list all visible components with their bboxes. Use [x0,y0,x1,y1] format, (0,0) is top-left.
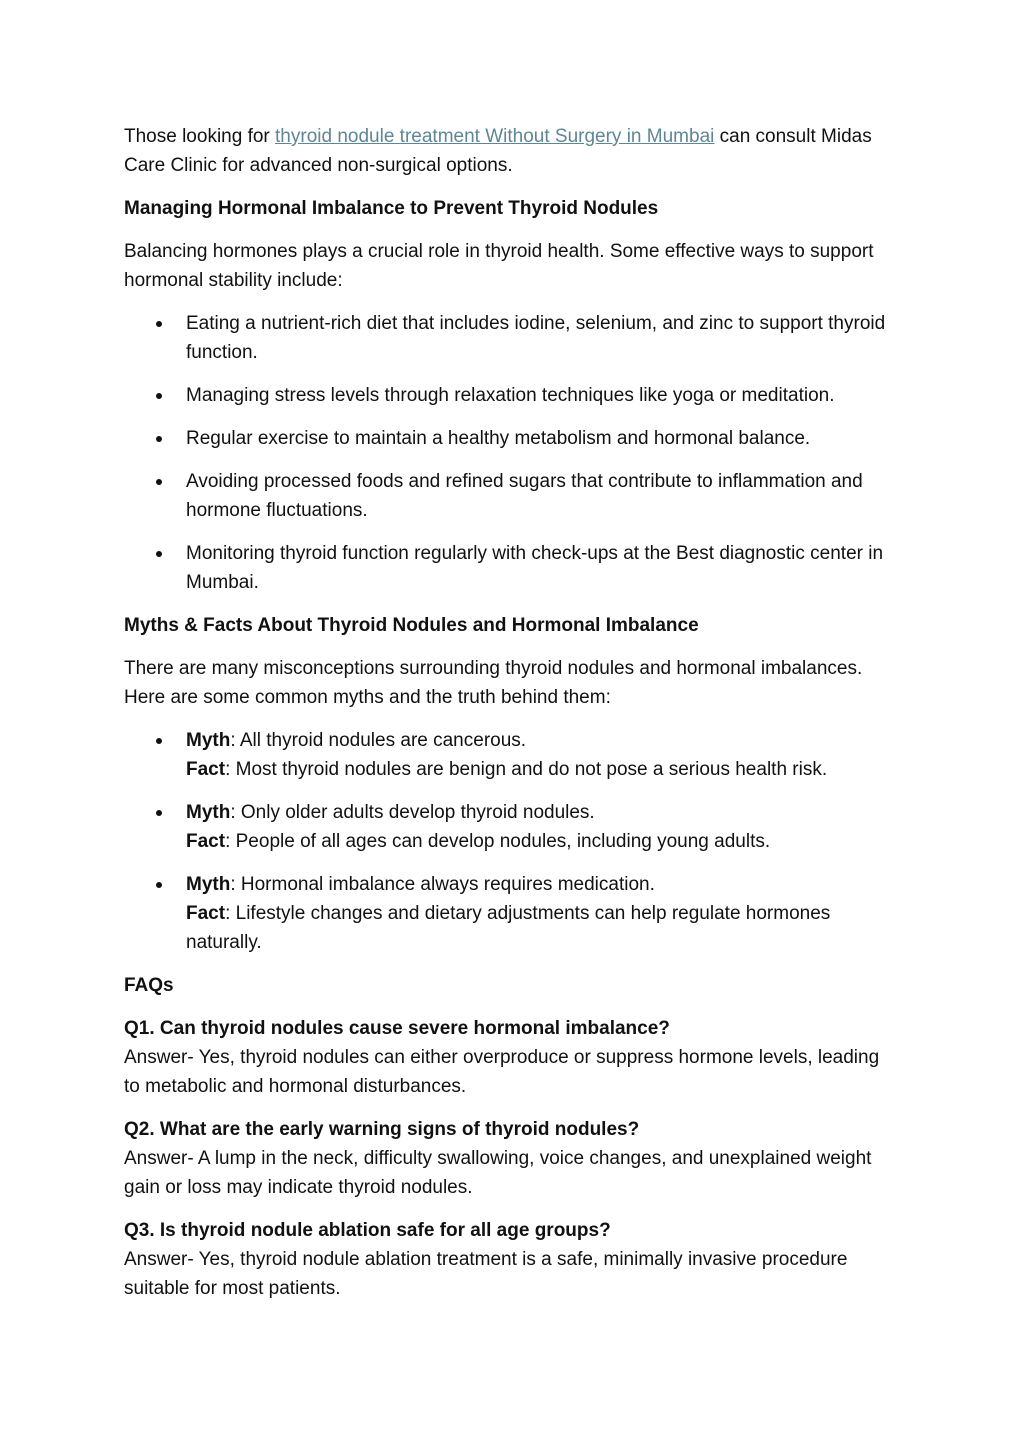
faq-item [124,1014,894,1101]
section-intro-hormonal: Balancing hormones plays a crucial role in thyroid health. Some effective ways to support hormonal stability include: [124,241,874,291]
list-item [124,381,894,410]
document-page [124,122,894,1317]
bullet-icon [156,479,162,485]
fact-label: Fact [186,903,226,924]
list-item-text: Avoiding processed foods and refined sugars that contribute to inflammation and hormone fluctuations. [186,471,863,521]
bullet-icon [156,810,162,816]
myth-text: : Only older adults develop thyroid nodules. [230,802,595,823]
myth-label: Myth [186,802,231,823]
faq-question: Q2. What are the early warning signs of thyroid nodules? [124,1119,640,1140]
myth-text: : Hormonal imbalance always requires medication. [230,874,655,895]
myth-line [186,726,894,755]
section-intro-myths: There are many misconceptions surrounding thyroid nodules and hormonal imbalances. Here are some common myths and the truth behind them: [124,658,863,708]
list-item-text: Regular exercise to maintain a healthy metabolism and hormonal balance. [186,428,811,449]
section-heading-hormonal-imbalance: Managing Hormonal Imbalance to Prevent Thyroid Nodules [124,198,659,219]
list-item-text: Monitoring thyroid function regularly with check-ups at the Best diagnostic center in Mumbai. [186,543,884,593]
section-heading-myths-facts: Myths & Facts About Thyroid Nodules and Hormonal Imbalance [124,615,699,636]
list-item-text: Managing stress levels through relaxation techniques like yoga or meditation. [186,385,835,406]
faq-question: Q3. Is thyroid nodule ablation safe for all age groups? [124,1220,611,1241]
myth-fact-item [124,870,894,957]
intro-text-before: Those looking for [124,126,276,147]
list-item-text: Eating a nutrient-rich diet that includes iodine, selenium, and zinc to support thyroid function. [186,313,886,363]
bullet-icon [156,738,162,744]
faqs-heading: FAQs [124,975,174,996]
myths-list [124,726,894,957]
faq-question: Q1. Can thyroid nodules cause severe hormonal imbalance? [124,1018,670,1039]
fact-line [186,827,894,856]
bullet-icon [156,393,162,399]
list-item [124,539,894,597]
fact-line [186,755,894,784]
intro-text-after: can consult Midas Care Clinic for advanced non-surgical options. [124,126,872,176]
fact-line [186,899,894,957]
intro-paragraph [124,122,894,180]
bullet-icon [156,882,162,888]
myth-fact-item [124,798,894,856]
list-item [124,309,894,367]
myth-text: : All thyroid nodules are cancerous. [230,730,527,751]
myth-label: Myth [186,730,231,751]
faq-item [124,1216,894,1303]
fact-text: : Most thyroid nodules are benign and do not pose a serious health risk. [225,759,828,780]
myth-line [186,798,894,827]
myth-label: Myth [186,874,231,895]
fact-label: Fact [186,759,226,780]
bullet-icon [156,436,162,442]
myth-fact-item [124,726,894,784]
list-item [124,467,894,525]
treatment-link[interactable]: thyroid nodule treatment Without Surgery in Mumbai [275,126,715,147]
faq-answer: Answer- A lump in the neck, difficulty swallowing, voice changes, and unexplained weight gain or loss may indicate thyroid nodules. [124,1148,872,1198]
bullet-icon [156,551,162,557]
fact-text: : Lifestyle changes and dietary adjustments can help regulate hormones naturally. [186,903,831,953]
faq-item [124,1115,894,1202]
tips-list [124,309,894,597]
faq-answer: Answer- Yes, thyroid nodule ablation treatment is a safe, minimally invasive procedure suitable for most patients. [124,1249,848,1299]
myth-line [186,870,894,899]
bullet-icon [156,321,162,327]
fact-text: : People of all ages can develop nodules, including young adults. [225,831,771,852]
faq-answer: Answer- Yes, thyroid nodules can either overproduce or suppress hormone levels, leading to metabolic and hormonal disturbances. [124,1047,880,1097]
list-item [124,424,894,453]
fact-label: Fact [186,831,226,852]
